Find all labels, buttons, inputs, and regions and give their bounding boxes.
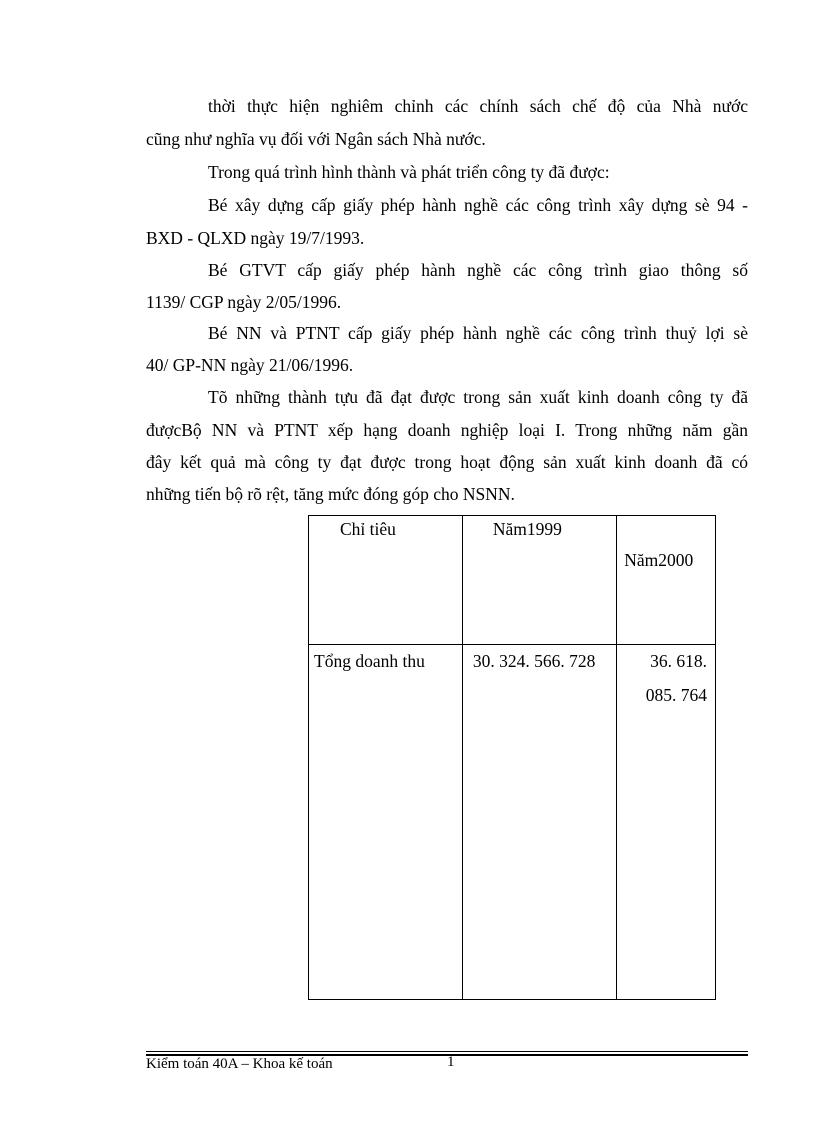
table-row (309, 645, 716, 1000)
header-2000-label: Năm2000 (624, 550, 694, 570)
row-1999-value: 30. 324. 566. 728 (472, 651, 596, 671)
table-header-row (309, 516, 716, 645)
paragraph-6-line-1: Tõ những thành tựu đã đạt được trong sản xuất kinh doanh công ty đã (208, 387, 748, 407)
row-2000-cell (617, 645, 716, 1000)
revenue-table (308, 515, 716, 1000)
paragraph-4-line-1: Bé GTVT cấp giấy phép hành nghề các công trình giao thông số (208, 260, 748, 280)
header-cell-1999 (462, 516, 616, 645)
header-cell-2000 (617, 516, 716, 645)
header-cell-indicator (309, 516, 463, 645)
row-2000-value-part2: 085. 764 (645, 685, 707, 705)
footer-text: Kiểm toán 40A – Khoa kế toán (146, 1056, 333, 1072)
paragraph-5-line-2: 40/ GP-NN ngày 21/06/1996. (146, 355, 354, 375)
footer-rule-thin (146, 1051, 748, 1052)
paragraph-4-line-2: 1139/ CGP ngày 2/05/1996. (146, 292, 342, 312)
row-label-cell (309, 645, 463, 1000)
page-number: 1 (447, 1054, 455, 1070)
paragraph-6-line-2: đượcBộ NN và PTNT xếp hạng doanh nghiệp loại I. Trong những năm gần (146, 420, 748, 440)
row-2000-value-part1: 36. 618. (650, 651, 707, 671)
paragraph-1-line-2: cũng như nghĩa vụ đối với Ngân sách Nhà nước. (146, 129, 486, 149)
paragraph-1-line-1: thời thực hiện nghiêm chỉnh các chính sách chế độ của Nhà nước (208, 96, 748, 116)
header-1999-label: Năm1999 (492, 519, 562, 539)
row-label-total-revenue: Tổng doanh thu (314, 651, 425, 671)
paragraph-6-line-4: những tiến bộ rõ rệt, tăng mức đóng góp cho NSNN. (146, 484, 515, 504)
paragraph-3-line-2: BXD - QLXD ngày 19/7/1993. (146, 228, 365, 248)
paragraph-3-line-1: Bé xây dựng cấp giấy phép hành nghề các công trình xây dựng sè 94 - (208, 195, 748, 215)
row-1999-cell (462, 645, 616, 1000)
paragraph-5-line-1: Bé NN và PTNT cấp giấy phép hành nghề các công trình thuỷ lợi sè (208, 323, 748, 343)
header-indicator-label: Chỉ tiêu (340, 519, 396, 539)
paragraph-6-line-3: đây kết quả mà công ty đạt được trong hoạt động sản xuất kinh doanh đã có (146, 452, 748, 472)
paragraph-2: Trong quá trình hình thành và phát triển công ty đã được: (208, 162, 610, 182)
